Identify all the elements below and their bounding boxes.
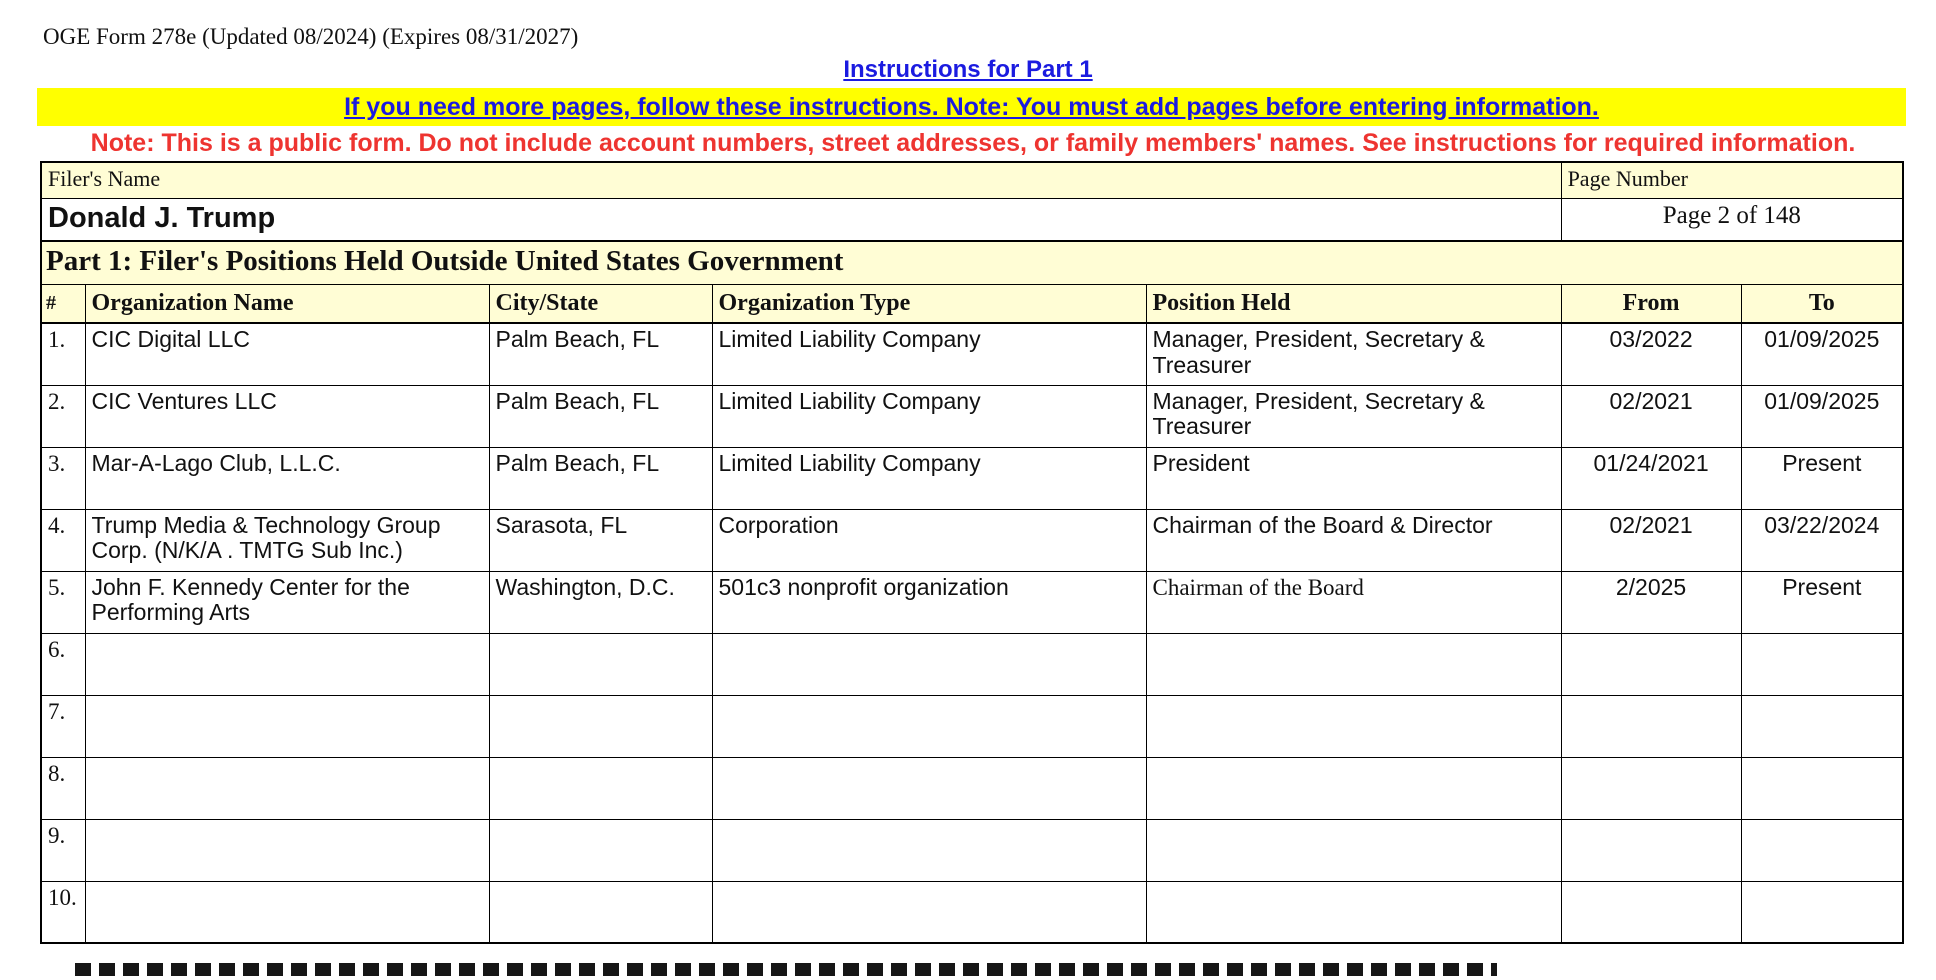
page-number-label: Page Number (1561, 162, 1903, 198)
column-header-row (41, 284, 1903, 323)
table-row (41, 385, 1903, 447)
org-type-cell: Limited Liability Company (712, 323, 1146, 385)
col-hash: # (41, 284, 85, 323)
to-cell (1741, 757, 1903, 819)
org-type-cell (712, 633, 1146, 695)
org-name-cell: CIC Ventures LLC (85, 385, 489, 447)
add-pages-banner (37, 88, 1906, 126)
org-name-cell (85, 819, 489, 881)
position-held-cell: Manager, President, Secretary & Treasurer (1146, 323, 1561, 385)
position-held-cell (1146, 819, 1561, 881)
city-state-cell (489, 819, 712, 881)
row-number: 4. (41, 509, 85, 571)
col-position-held: Position Held (1146, 284, 1561, 323)
row-number: 7. (41, 695, 85, 757)
org-type-cell (712, 819, 1146, 881)
table-row (41, 323, 1903, 385)
to-cell (1741, 881, 1903, 943)
part1-title-row (41, 241, 1903, 284)
org-name-cell: Mar-A-Lago Club, L.L.C. (85, 447, 489, 509)
col-organization-type: Organization Type (712, 284, 1146, 323)
position-held-cell: Chairman of the Board & Director (1146, 509, 1561, 571)
table-row (41, 571, 1903, 633)
to-cell: Present (1741, 571, 1903, 633)
org-type-cell (712, 695, 1146, 757)
row-number: 8. (41, 757, 85, 819)
part1-title: Part 1: Filer's Positions Held Outside United States Government (41, 241, 1903, 284)
to-cell: 01/09/2025 (1741, 323, 1903, 385)
position-held-cell: President (1146, 447, 1561, 509)
to-cell: 03/22/2024 (1741, 509, 1903, 571)
position-held-cell: Chairman of the Board (1146, 571, 1561, 633)
row-number: 2. (41, 385, 85, 447)
table-row (41, 819, 1903, 881)
org-name-cell: John F. Kennedy Center for the Performing Arts (85, 571, 489, 633)
cutoff-text-strip (75, 963, 1497, 976)
to-cell: Present (1741, 447, 1903, 509)
from-cell (1561, 881, 1741, 943)
org-name-cell (85, 633, 489, 695)
table-row (41, 695, 1903, 757)
to-cell (1741, 819, 1903, 881)
position-held-cell (1146, 757, 1561, 819)
city-state-cell: Washington, D.C. (489, 571, 712, 633)
org-name-cell: CIC Digital LLC (85, 323, 489, 385)
position-held-cell: Manager, President, Secretary & Treasurer (1146, 385, 1561, 447)
form-title: OGE Form 278e (Updated 08/2024) (Expires 08/31/2027) (43, 24, 579, 49)
part1-positions-table (40, 161, 1904, 944)
org-type-cell: Limited Liability Company (712, 385, 1146, 447)
city-state-cell: Palm Beach, FL (489, 323, 712, 385)
city-state-cell (489, 633, 712, 695)
table-row (41, 509, 1903, 571)
city-state-cell (489, 881, 712, 943)
from-cell (1561, 695, 1741, 757)
from-cell: 02/2021 (1561, 385, 1741, 447)
table-row (41, 881, 1903, 943)
city-state-cell (489, 695, 712, 757)
row-number: 10. (41, 881, 85, 943)
filer-header-row (41, 162, 1903, 198)
position-held-cell (1146, 881, 1561, 943)
city-state-cell: Palm Beach, FL (489, 447, 712, 509)
org-type-cell: Limited Liability Company (712, 447, 1146, 509)
from-cell: 01/24/2021 (1561, 447, 1741, 509)
from-cell (1561, 633, 1741, 695)
city-state-cell: Sarasota, FL (489, 509, 712, 571)
from-cell: 2/2025 (1561, 571, 1741, 633)
row-number: 9. (41, 819, 85, 881)
org-name-cell (85, 695, 489, 757)
col-to: To (1741, 284, 1903, 323)
filer-name-value: Donald J. Trump (41, 198, 1561, 241)
filers-name-label: Filer's Name (41, 162, 1561, 198)
row-number: 1. (41, 323, 85, 385)
col-city-state: City/State (489, 284, 712, 323)
public-form-note: Note: This is a public form. Do not include account numbers, street addresses, or family members' names. See instructions for required information. (90, 129, 1856, 157)
city-state-cell: Palm Beach, FL (489, 385, 712, 447)
position-held-cell (1146, 695, 1561, 757)
to-cell: 01/09/2025 (1741, 385, 1903, 447)
org-type-cell (712, 757, 1146, 819)
org-name-cell: Trump Media & Technology Group Corp. (N/K/A . TMTG Sub Inc.) (85, 509, 489, 571)
to-cell (1741, 695, 1903, 757)
from-cell: 02/2021 (1561, 509, 1741, 571)
org-type-cell (712, 881, 1146, 943)
org-name-cell (85, 881, 489, 943)
instructions-link-row (0, 56, 1936, 84)
from-cell: 03/2022 (1561, 323, 1741, 385)
filer-value-row (41, 198, 1903, 241)
org-type-cell: Corporation (712, 509, 1146, 571)
position-held-cell (1146, 633, 1561, 695)
row-number: 3. (41, 447, 85, 509)
org-type-cell: 501c3 nonprofit organization (712, 571, 1146, 633)
col-from: From (1561, 284, 1741, 323)
col-organization-name: Organization Name (85, 284, 489, 323)
add-pages-instructions-link[interactable]: If you need more pages, follow these instructions. Note: You must add pages before entering information. (344, 92, 1599, 121)
city-state-cell (489, 757, 712, 819)
table-row (41, 757, 1903, 819)
page-number-value: Page 2 of 148 (1561, 198, 1903, 241)
to-cell (1741, 633, 1903, 695)
instructions-for-part1-link[interactable]: Instructions for Part 1 (843, 56, 1093, 83)
from-cell (1561, 757, 1741, 819)
from-cell (1561, 819, 1741, 881)
table-row (41, 447, 1903, 509)
row-number: 6. (41, 633, 85, 695)
row-number: 5. (41, 571, 85, 633)
table-row (41, 633, 1903, 695)
org-name-cell (85, 757, 489, 819)
